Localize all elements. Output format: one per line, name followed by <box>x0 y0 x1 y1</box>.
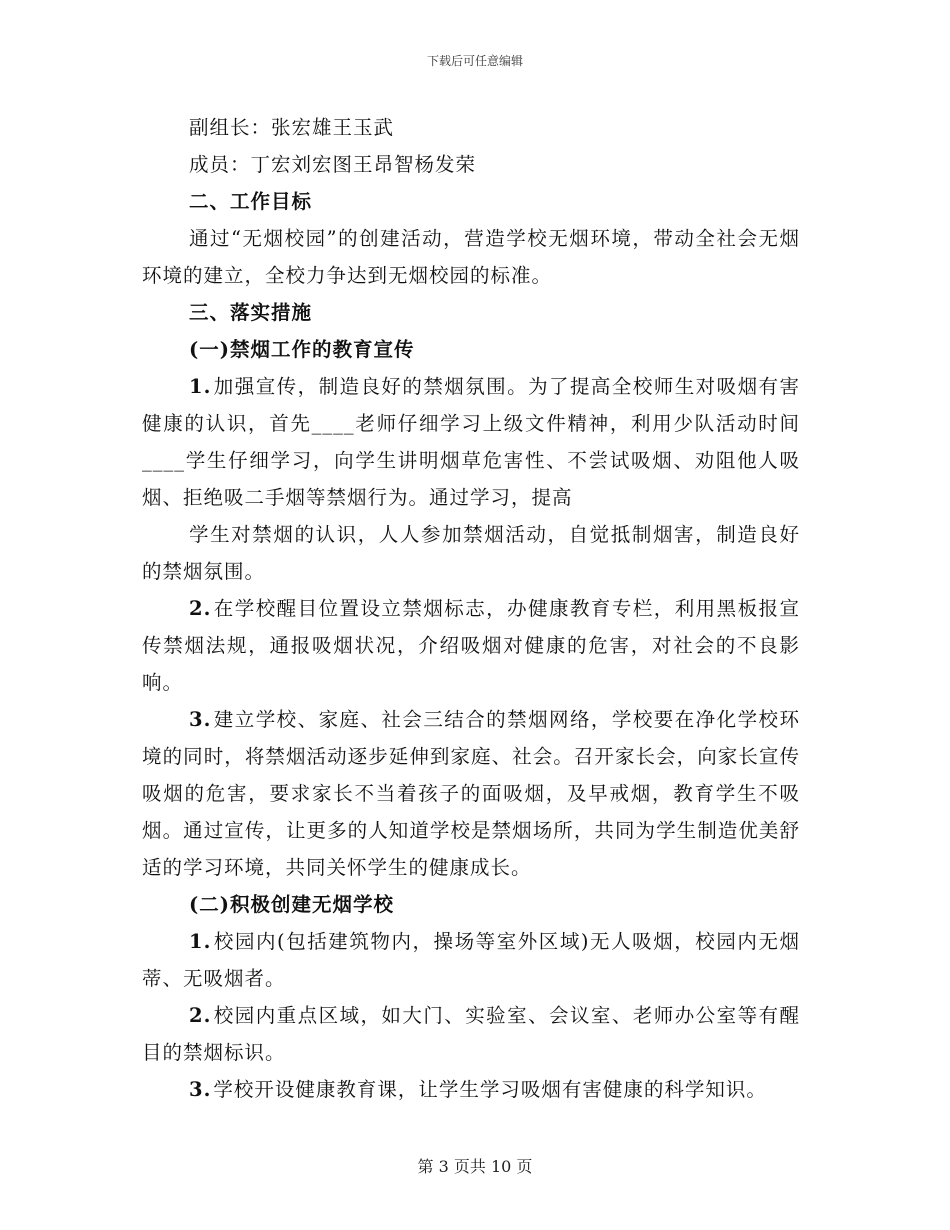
page-number: 第 3 页共 10 页 <box>417 1157 533 1176</box>
document-body <box>142 109 800 1108</box>
list-item <box>142 701 800 886</box>
item-number: 1. <box>189 930 212 953</box>
item-text: 学校开设健康教育课，让学生学习吸烟有害健康的科学知识。 <box>213 1078 767 1101</box>
item-number: 3. <box>189 1078 212 1101</box>
subsection-heading-smoke-free: (二)积极创建无烟学校 <box>189 893 394 916</box>
item-text: 建立学校、家庭、社会三结合的禁烟网络，学校要在净化学校环境的同时，将禁烟活动逐步延伸到家庭、社会。召开家长会，向家长宣传吸烟的危害，要求家长不当着孩子的面吸烟，及早戒烟，教育学生不吸烟。通过宣传，让更多的人知道学校是禁烟场所，共同为学生制造优美舒适的学习环境，共同关怀学生的健康成长。 <box>142 708 800 879</box>
section-heading-goals: 二、工作目标 <box>189 190 313 213</box>
list-item <box>142 368 800 516</box>
item-number: 2. <box>189 597 212 620</box>
item-number: 3. <box>189 708 212 731</box>
goals-paragraph: 通过“无烟校园”的创建活动，营造学校无烟环境，带动全社会无烟环境的建立，全校力争达到无烟校园的标准。 <box>142 227 800 287</box>
item-text: 校园内(包括建筑物内，操场等室外区域)无人吸烟，校园内无烟蒂、无吸烟者。 <box>142 930 800 990</box>
subsection-heading-education: (一)禁烟工作的教育宣传 <box>189 338 415 361</box>
vice-leader-line: 副组长：张宏雄王玉武 <box>189 116 395 139</box>
page-header: 下载后可任意编辑 <box>426 54 523 68</box>
members-line: 成员：丁宏刘宏图王昂智杨发荣 <box>189 153 477 176</box>
item-text: 校园内重点区域，如大门、实验室、会议室、老师办公室等有醒目的禁烟标识。 <box>142 1004 800 1064</box>
item-text: 加强宣传，制造良好的禁烟氛围。为了提高全校师生对吸烟有害健康的认识，首先____老师仔细学习上级文件精神，利用少队活动时间____学生仔细学习，向学生讲明烟草危害性、不尝试吸烟、劝阻他人吸烟、拒绝吸二手烟等禁烟行为。通过学习，提高 <box>142 375 800 509</box>
list-item <box>142 590 800 701</box>
list-item-continuation <box>142 516 800 590</box>
item-text: 学生对禁烟的认识，人人参加禁烟活动，自觉抵制烟害，制造良好的禁烟氛围。 <box>142 523 800 583</box>
section-heading-measures: 三、落实措施 <box>189 301 313 324</box>
item-number: 2. <box>189 1004 212 1027</box>
list-item <box>142 997 800 1071</box>
list-item <box>142 1071 800 1108</box>
list-item <box>142 923 800 997</box>
item-number: 1. <box>189 375 212 398</box>
item-text: 在学校醒目位置设立禁烟标志，办健康教育专栏，利用黑板报宣传禁烟法规，通报吸烟状况，介绍吸烟对健康的危害，对社会的不良影响。 <box>142 597 800 694</box>
